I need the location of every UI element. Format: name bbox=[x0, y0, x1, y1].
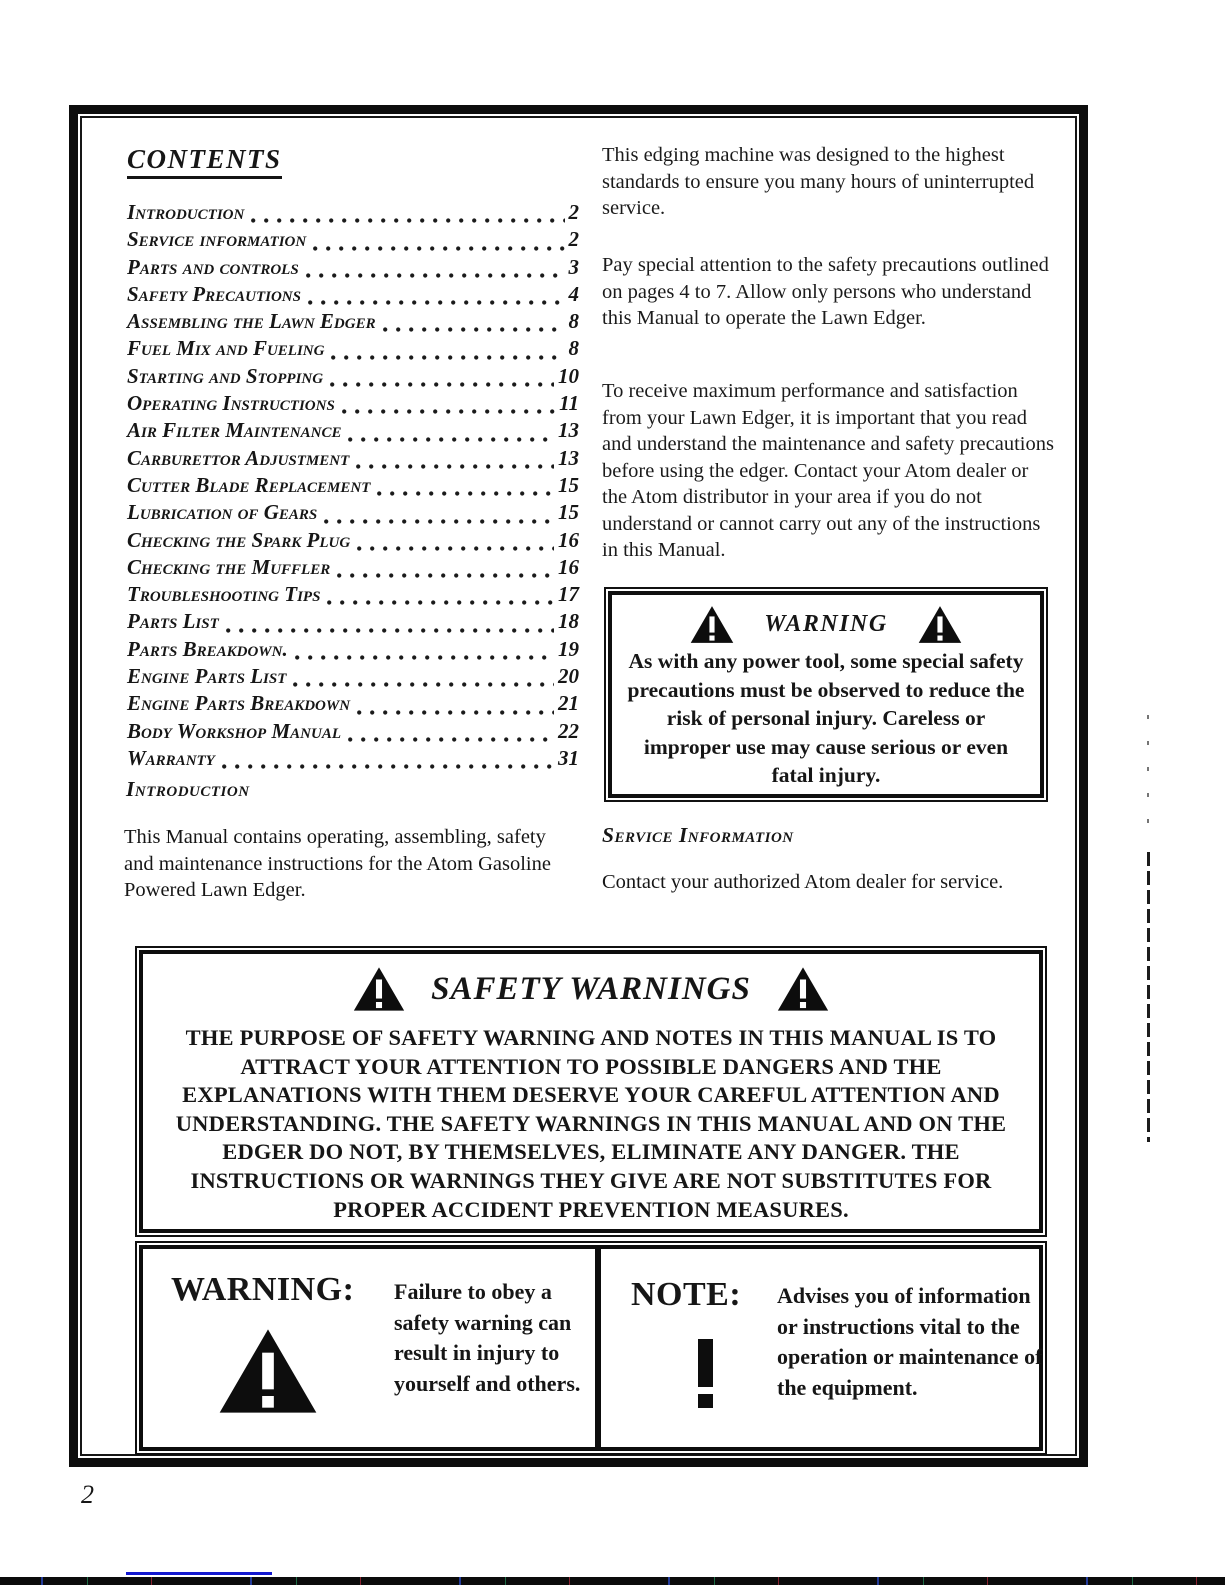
safety-warnings-box bbox=[135, 946, 1047, 1237]
toc-entry-page: 16 bbox=[558, 527, 579, 552]
scan-artifact-line bbox=[1147, 852, 1150, 1142]
scan-artifact-dots bbox=[1147, 715, 1149, 835]
toc-dot-leader bbox=[327, 600, 554, 605]
intro-paragraph-1: This edging machine was designed to the highest standards to ensure you many hours of uninterrupted service. bbox=[602, 144, 1035, 219]
toc-dot-leader bbox=[337, 573, 554, 578]
page-border-frame bbox=[69, 105, 1088, 1467]
toc-entry-page: 19 bbox=[558, 636, 579, 661]
introduction-paragraph: This Manual contains operating, assembling, safety and maintenance instructions for the Atom Gasoline Powered Lawn Edger. bbox=[124, 826, 551, 901]
toc-entry bbox=[127, 200, 579, 227]
warning-box-text: As with any power tool, some special safety precautions must be observed to reduce the risk of personal injury. Careless or improper use may cause serious or even fatal injury. bbox=[627, 649, 1025, 787]
toc-entry-label: Warranty bbox=[127, 745, 215, 770]
toc-dot-leader bbox=[377, 491, 554, 496]
toc-entry-label: Carburettor Adjustment bbox=[127, 445, 350, 470]
toc-entry-page: 15 bbox=[558, 500, 579, 525]
toc-entry bbox=[127, 473, 579, 500]
toc-dot-leader bbox=[251, 218, 564, 223]
introduction-heading: Introduction bbox=[126, 777, 250, 801]
toc-dot-leader bbox=[383, 327, 565, 332]
exclamation-icon bbox=[698, 1339, 714, 1408]
toc-entry-page: 18 bbox=[558, 609, 579, 634]
toc-entry bbox=[127, 446, 579, 473]
toc-entry-page: 21 bbox=[558, 691, 579, 716]
intro-paragraph-3: To receive maximum performance and satisfaction from your Lawn Edger, it is important that you read and understand the maintenance and safety precautions before using the edger. Contact your Atom dealer or the Atom distributor in your area if you do not understand or cannot carry out any of the instructions in this Manual. bbox=[602, 380, 1054, 561]
toc-entry bbox=[127, 746, 579, 773]
note-definition-text: Advises you of information or instructions vital to the operation or maintenance of the equipment. bbox=[777, 1283, 1043, 1400]
toc-entry-page: 16 bbox=[558, 554, 579, 579]
toc-dot-leader bbox=[357, 710, 554, 715]
toc-entry-page: 3 bbox=[568, 254, 579, 279]
toc-entry bbox=[127, 691, 579, 718]
toc-entry-page: 2 bbox=[568, 227, 579, 252]
blue-underline-mark bbox=[126, 1572, 272, 1575]
toc-entry-label: Assembling the Lawn Edger bbox=[127, 309, 376, 334]
toc-entry-page: 17 bbox=[558, 582, 579, 607]
warning-triangle-icon bbox=[918, 605, 962, 644]
toc-entry-label: Safety Precautions bbox=[127, 281, 301, 306]
toc-dot-leader bbox=[331, 355, 564, 360]
toc-entry bbox=[127, 418, 579, 445]
toc-entry-label: Engine Parts List bbox=[127, 664, 287, 689]
toc-entry-page: 15 bbox=[558, 472, 579, 497]
toc-entry-label: Parts List bbox=[127, 609, 219, 634]
toc-dot-leader bbox=[313, 246, 564, 251]
toc-entry-page: 13 bbox=[558, 418, 579, 443]
toc-dot-leader bbox=[342, 409, 555, 414]
warning-triangle-icon bbox=[690, 605, 734, 644]
toc-entry bbox=[127, 609, 579, 636]
warning-triangle-icon bbox=[777, 966, 829, 1012]
warning-definition-text: Failure to obey a safety warning can result in injury to yourself and others. bbox=[394, 1279, 581, 1396]
toc-entry-page: 8 bbox=[568, 309, 579, 334]
toc-dot-leader bbox=[330, 382, 554, 387]
note-label: NOTE: bbox=[631, 1276, 742, 1313]
toc-entry-page: 10 bbox=[558, 363, 579, 388]
note-definition-cell bbox=[601, 1249, 1043, 1447]
safety-warnings-text: THE PURPOSE OF SAFETY WARNING AND NOTES IN THIS MANUAL IS TO ATTRACT YOUR ATTENTION TO POSSIBLE DANGERS AND THE EXPLANATIONS WITH THEM DESERVE YOUR CAREFUL ATTENTION AND UNDERSTANDING. THE SAFETY WARNINGS IN THIS MANUAL AND ON THE EDGER DO NOT, BY THEMSELVES, ELIMINATE ANY DANGER. THE INSTRUCTIONS OR WARNINGS THEY GIVE ARE NOT SUBSTITUTES FOR PROPER ACCIDENT PREVENTION MEASURES. bbox=[175, 1025, 1007, 1222]
toc-entry bbox=[127, 719, 579, 746]
toc-entry-label: Body Workshop Manual bbox=[127, 718, 341, 743]
intro-paragraph-2: Pay special attention to the safety precautions outlined on pages 4 to 7. Allow only persons who understand this Manual to operate the Lawn Edger. bbox=[602, 254, 1049, 329]
toc-entry-label: Parts Breakdown. bbox=[127, 636, 288, 661]
toc-entry bbox=[127, 336, 579, 363]
service-information-heading: Service Information bbox=[602, 823, 794, 847]
toc-dot-leader bbox=[226, 628, 554, 633]
toc-entry-label: Service information bbox=[127, 227, 307, 252]
warning-triangle-icon bbox=[353, 966, 405, 1012]
toc-entry bbox=[127, 500, 579, 527]
toc-entry-page: 11 bbox=[559, 391, 579, 416]
toc-dot-leader bbox=[293, 682, 554, 687]
toc-entry-label: Operating Instructions bbox=[127, 391, 335, 416]
toc-entry bbox=[127, 309, 579, 336]
toc-entry-page: 8 bbox=[568, 336, 579, 361]
toc-entry-label: Engine Parts Breakdown bbox=[127, 691, 351, 716]
toc-entry bbox=[127, 391, 579, 418]
toc-dot-leader bbox=[308, 300, 565, 305]
toc-entry bbox=[127, 637, 579, 664]
toc-entry-page: 22 bbox=[558, 718, 579, 743]
safety-warnings-title: SAFETY WARNINGS bbox=[431, 970, 751, 1007]
toc-entry bbox=[127, 282, 579, 309]
contents-title: CONTENTS bbox=[127, 144, 282, 179]
toc-dot-leader bbox=[306, 273, 565, 278]
service-information-text: Contact your authorized Atom dealer for service. bbox=[602, 871, 1004, 893]
toc-entry-label: Lubrication of Gears bbox=[127, 500, 318, 525]
toc-entry-label: Cutter Blade Replacement bbox=[127, 472, 371, 497]
toc-entry-label: Introduction bbox=[127, 200, 245, 224]
toc-entry-page: 2 bbox=[568, 200, 579, 224]
toc-entry-label: Air Filter Maintenance bbox=[127, 418, 342, 443]
toc-entry bbox=[127, 364, 579, 391]
toc-entry-page: 4 bbox=[568, 281, 579, 306]
toc-entry bbox=[127, 664, 579, 691]
toc-entry bbox=[127, 555, 579, 582]
toc-entry-label: Fuel Mix and Fueling bbox=[127, 336, 325, 361]
warning-label: WARNING: bbox=[171, 1271, 355, 1308]
toc-entry bbox=[127, 227, 579, 254]
scan-edge-band bbox=[0, 1577, 1225, 1585]
warning-callout-box bbox=[604, 587, 1048, 802]
toc-entry bbox=[127, 255, 579, 282]
warning-box-title: WARNING bbox=[764, 611, 888, 637]
toc-dot-leader bbox=[295, 655, 554, 660]
page-number: 2 bbox=[81, 1480, 94, 1509]
toc-entry-label: Parts and controls bbox=[127, 254, 299, 279]
warning-definition-cell bbox=[143, 1249, 595, 1447]
toc-entry-page: 31 bbox=[558, 745, 579, 770]
toc-entry-label: Troubleshooting Tips bbox=[127, 582, 321, 607]
toc-entry-label: Starting and Stopping bbox=[127, 363, 324, 388]
toc-dot-leader bbox=[348, 437, 554, 442]
toc-entry-label: Checking the Spark Plug bbox=[127, 527, 351, 552]
toc-dot-leader bbox=[348, 737, 554, 742]
toc-entry bbox=[127, 528, 579, 555]
toc-dot-leader bbox=[356, 464, 554, 469]
toc-dot-leader bbox=[357, 546, 554, 551]
toc-dot-leader bbox=[324, 519, 554, 524]
toc-entry bbox=[127, 582, 579, 609]
toc-dot-leader bbox=[222, 764, 554, 769]
toc-list bbox=[127, 200, 579, 773]
toc-entry-label: Checking the Muffler bbox=[127, 554, 331, 579]
warning-note-row bbox=[135, 1241, 1047, 1455]
toc-entry-page: 13 bbox=[558, 445, 579, 470]
toc-entry-page: 20 bbox=[558, 664, 579, 689]
